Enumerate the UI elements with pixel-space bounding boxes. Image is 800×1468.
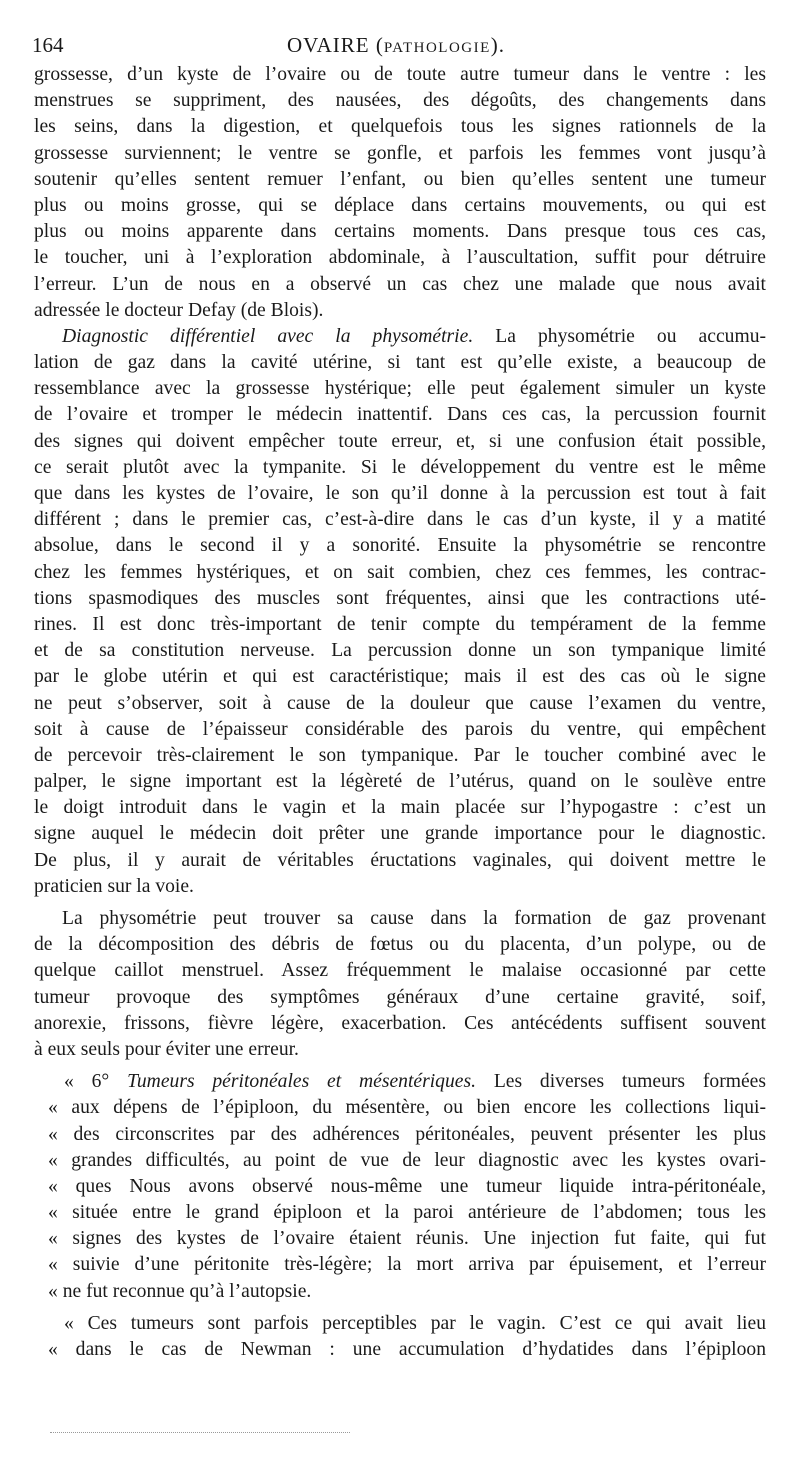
text-line: l’erreur. L’un de nous en a observé un cas chez une malade que nous avait — [34, 273, 766, 295]
text-line: tions spasmodiques des muscles sont fréquentes, ainsi que les contractions uté- — [34, 587, 766, 609]
text-line: « ques Nous avons observé nous-même une tumeur liquide intra-péritonéale, — [48, 1175, 766, 1197]
text-line: « suivie d’une péritonite très-légère; la mort arriva par épuisement, et l’erreur — [48, 1254, 766, 1276]
text-line: De plus, il y aurait de véritables éructations vaginales, qui doivent mettre le — [34, 849, 766, 871]
text-line: les seins, dans la digestion, et quelquefois tous les signes rationnels de la — [34, 116, 766, 138]
text-line: ne peut s’observer, soit à cause de la douleur que cause l’examen du ventre, — [34, 692, 766, 714]
text-line: « située entre le grand épiploon et la paroi antérieure de l’abdomen; tous les — [48, 1202, 766, 1224]
page-header — [32, 30, 760, 60]
text-line: signe auquel le médecin doit prêter une grande importance pour le diagnostic. — [34, 823, 766, 845]
running-title-subtitle: PATHOLOGIE — [383, 40, 491, 56]
section-heading: Tumeurs péritonéales et mésentériques. — [127, 1071, 476, 1093]
text-line: absolue, dans le second il y a sonorité. Ensuite la physométrie se rencontre — [34, 535, 766, 557]
text-line: des signes qui doivent empêcher toute erreur, et, si une confusion était possible, — [34, 430, 766, 452]
paragraph — [34, 1311, 766, 1363]
text-line: adressée le docteur Defay (de Blois). — [34, 299, 324, 321]
text-line: différent ; dans le premier cas, c’est-à-dire dans le cas d’un kyste, il y a matité — [34, 509, 766, 531]
text-line: praticien sur la voie. — [34, 875, 194, 897]
quote-lead: « 6° — [64, 1071, 110, 1093]
page-number: 164 — [32, 33, 64, 57]
text-line: et de sa constitution nerveuse. La percussion donne un son tympanique limité — [34, 640, 766, 662]
text-line: que dans les kystes de l’ovaire, le son qu’il donne à la percussion est tout à fait — [34, 483, 766, 504]
text-line: plus ou moins apparente dans certains moments. Dans presque tous ces cas, — [34, 221, 766, 243]
text-line: de percevoir très-clairement le son tympanique. Par le toucher combiné avec le — [34, 744, 766, 766]
text-line: palper, le signe important est la légèreté de l’utérus, quand on le soulève entre — [34, 771, 766, 793]
text-line: La physométrie peut trouver sa cause dans la formation de gaz provenant — [62, 908, 766, 929]
running-title: OVAIRE (PATHOLOGIE). — [286, 33, 506, 57]
text-line: « aux dépens de l’épiploon, du mésentère, ou bien encore les collections liqui- — [48, 1097, 766, 1119]
text-line: soit à cause de l’épaisseur considérable des parois du ventre, qui empêchent — [34, 718, 766, 740]
text-line: soutenir qu’elles sentent remuer l’enfant, ou bien qu’elles sentent une tumeur — [34, 168, 766, 190]
text-line: à eux seuls pour éviter une erreur. — [34, 1038, 299, 1060]
text-line: quelque caillot menstruel. Assez fréquemment le malaise occasionné par cette — [34, 960, 766, 982]
text-line: anorexie, frissons, fièvre légère, exacerbation. Ces antécédents suffisent souvent — [34, 1012, 766, 1034]
paragraph — [34, 62, 766, 324]
text-line: rines. Il est donc très-important de tenir compte du tempérament de la femme — [34, 613, 766, 635]
paragraph — [34, 1069, 766, 1305]
text-line: « ne fut reconnue qu’à l’autopsie. — [48, 1280, 312, 1302]
paragraph — [34, 906, 766, 1063]
text-line: de l’ovaire et tromper le médecin inattentif. Dans ces cas, la percussion fournit — [34, 404, 766, 426]
text-line: grossesse, d’un kyste de l’ovaire ou de toute autre tumeur dans le ventre : les — [34, 64, 766, 85]
text-line: le doigt introduit dans le vagin et la main placée sur l’hypogastre : c’est un — [34, 797, 766, 819]
text-line: « des circonscrites par des adhérences péritonéales, peuvent présenter les plus — [48, 1123, 766, 1145]
paragraph — [34, 324, 766, 900]
text-line: menstrues se suppriment, des nausées, des dégoûts, des changements dans — [34, 90, 766, 112]
body-text — [34, 62, 766, 1363]
text-line: ce serait plutôt avec la tympanite. Si le développement du ventre est le même — [34, 456, 766, 478]
text-line: « dans le cas de Newman : une accumulation d’hydatides dans l’épiploon — [48, 1339, 766, 1360]
text-line: Diagnostic différentiel avec la physométrie. La physométrie ou accumu- — [62, 325, 767, 347]
text-line: « Ces tumeurs sont parfois perceptibles par le vagin. C’est ce qui avait lieu — [64, 1312, 766, 1334]
section-heading: Diagnostic différentiel avec la physométrie. — [62, 325, 474, 347]
text-line: « signes des kystes de l’ovaire étaient réunis. Une injection fut faite, qui fut — [48, 1228, 766, 1250]
text-line: « grandes difficultés, au point de vue de leur diagnostic avec les kystes ovari- — [48, 1149, 766, 1171]
text-line: le toucher, uni à l’exploration abdominale, à l’auscultation, suffit pour détruire — [34, 247, 766, 269]
text-line: grossesse surviennent; le ventre se gonfle, et parfois les femmes vont jusqu’à — [34, 142, 766, 164]
text-line: de la décomposition des débris de fœtus ou du placenta, d’un polype, ou de — [34, 934, 766, 956]
text-line: lation de gaz dans la cavité utérine, si tant est qu’elle existe, a beaucoup de — [34, 352, 766, 374]
text-line: ressemblance avec la grossesse hystérique; elle peut également simuler un kyste — [34, 378, 766, 400]
text-line: plus ou moins grosse, qui se déplace dans certains mouvements, ou qui est — [34, 194, 766, 216]
text-line: chez les femmes hystériques, et on sait combien, chez ces femmes, les contrac- — [34, 561, 766, 583]
footer-rule — [50, 1432, 350, 1433]
text-line: tumeur provoque des symptômes généraux d’une certaine gravité, soif, — [34, 986, 766, 1008]
text-line: par le globe utérin et qui est caractéristique; mais il est des cas où le signe — [34, 666, 766, 688]
text-line: « 6° Tumeurs péritonéales et mésentériques. Les diverses tumeurs formées — [64, 1071, 766, 1093]
